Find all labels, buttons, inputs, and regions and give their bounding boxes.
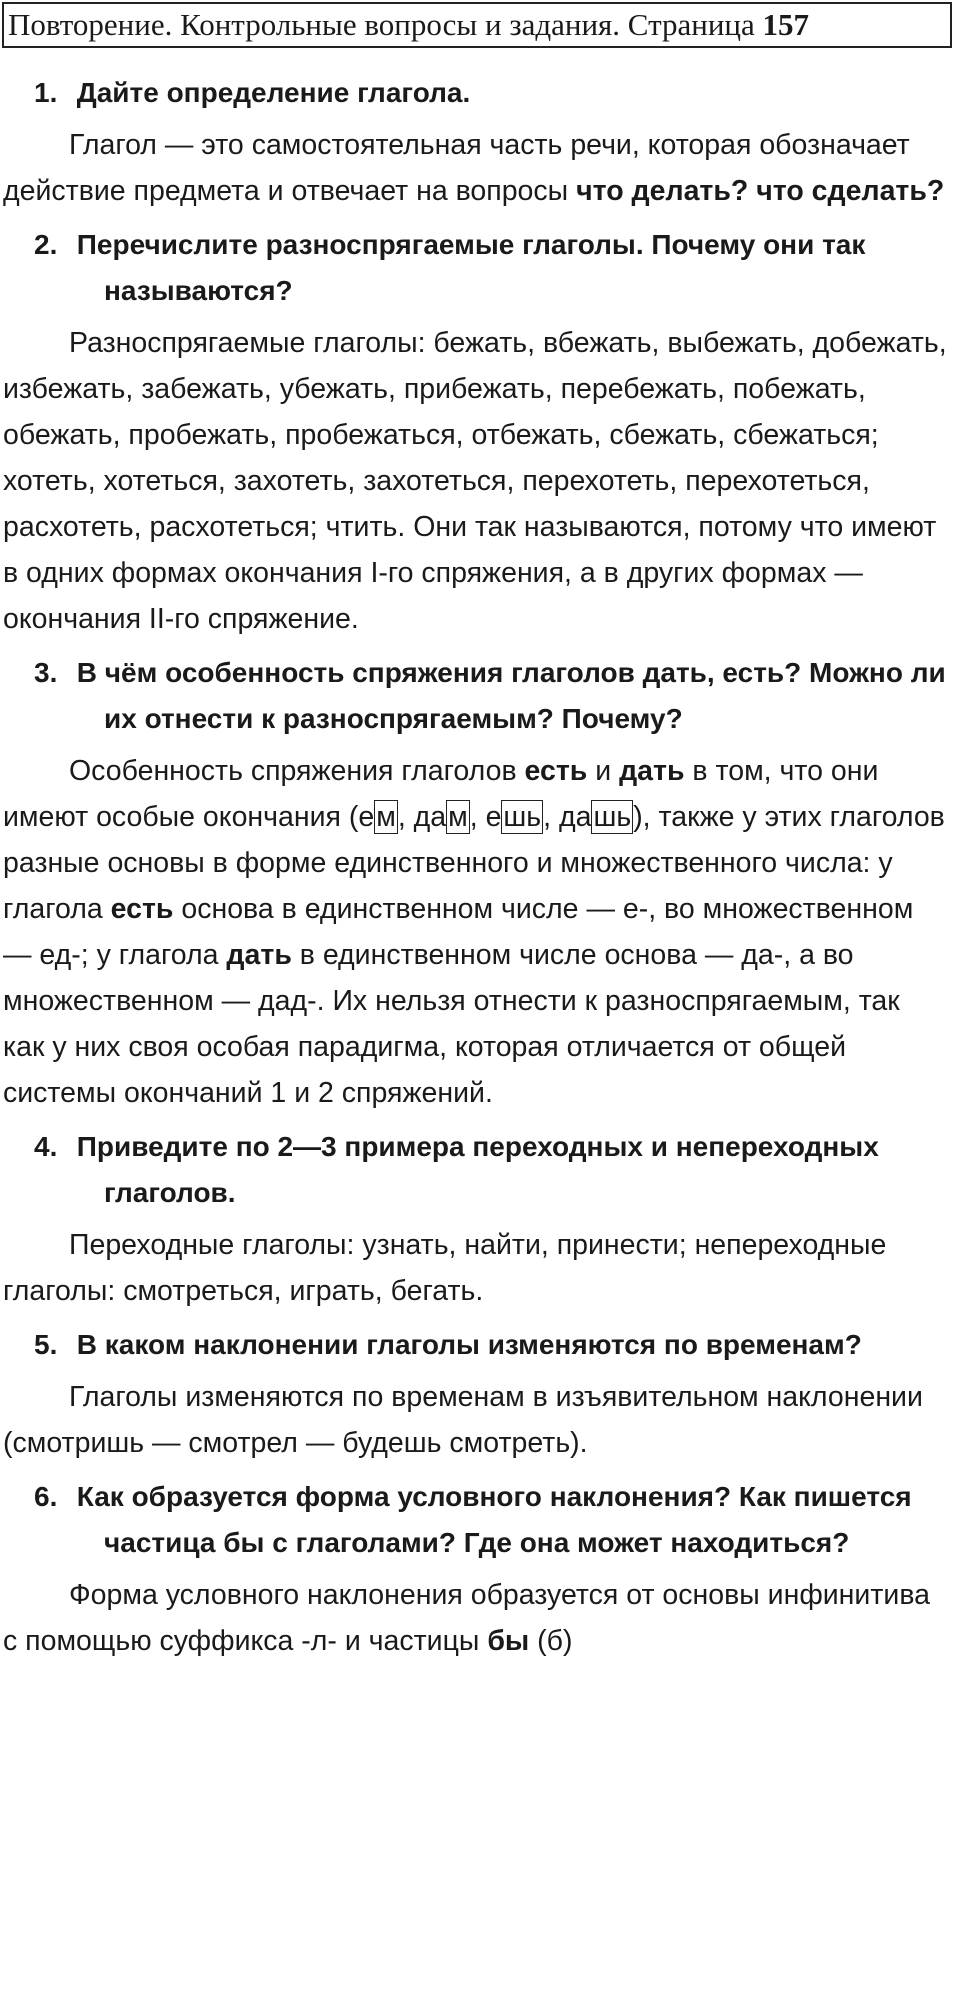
question-6: 6. Как образуется форма условного наклонения? Как пишется частица бы с глаголами? Где она может находиться? (34, 1481, 912, 1558)
answer-fragment: Глаголы изменяются по временам в изъявительном наклонении (смотришь — смотрел — будешь смотреть). (3, 1381, 923, 1459)
answer-fragment: , да (543, 801, 592, 833)
question-2: 2. Перечислите разноспрягаемые глаголы. Почему они так называются? (34, 229, 866, 306)
answer-fragment: Особенность спряжения глаголов (69, 755, 525, 787)
header-title: Повторение. Контрольные вопросы и задания. Страница (8, 7, 755, 42)
boxed-ending: шь (593, 801, 632, 833)
answer-fragment: Глагол — это самостоятельная часть речи, которая обозначает действие предмета и отвечает на вопросы (3, 129, 910, 207)
page-header (2, 2, 952, 48)
answer-fragment: ), также у этих глаголов разные основы в форме единственного и множественного числа: у глагола (3, 801, 945, 925)
question-3: 3. В чём особенность спряжения глаголов дать, есть? Можно ли их отнести к разноспрягаемым? Почему? (34, 657, 946, 734)
question-text: Приведите по 2—3 примера переходных и непереходных глаголов. (76, 1131, 879, 1208)
answer-fragment: (б) (529, 1625, 573, 1657)
answer-fragment: , да (397, 801, 447, 833)
answer-fragment: Форма условного наклонения образуется от основы инфинитива с помощью суффикса -л- и частицы (3, 1579, 930, 1657)
question-1: 1. Дайте определение глагола. (34, 77, 471, 108)
answer-4 (3, 1222, 947, 1314)
question-text: В каком наклонении глаголы изменяются по временам? (76, 1329, 862, 1360)
question-text: В чём особенность спряжения глаголов дать, есть? Можно ли их отнести к разноспрягаемым? Почему? (76, 657, 946, 734)
answer-fragment-bold: есть (524, 755, 588, 787)
answer-fragment: основа в единственном числе — е-, во множественном — ед-; у глагола (3, 893, 914, 971)
answer-3 (3, 748, 947, 1116)
answer-fragment: Разноспрягаемые глаголы: бежать, вбежать, выбежать, добежать, избежать, забежать, убежать, прибежать, перебежать, побежать, обежать, пробежать, пробежаться, отбежать, сбежать, сбежаться; хотеть, хотеться, захотеть, захотеться, перехотеть, перехотеться, расхотеть, расхотеться; чтить. Они так называются, потому что имеют в одних формах окончания I-го спряжения, а в других формах — окончания II-го спряжение. (3, 327, 947, 635)
qa-content (3, 62, 947, 1672)
answer-5 (3, 1374, 947, 1466)
answer-fragment-bold: есть (110, 893, 174, 925)
answer-fragment: Переходные глаголы: узнать, найти, принести; непереходные глаголы: смотреться, играть, бегать. (3, 1229, 887, 1307)
answer-1 (3, 122, 947, 214)
page-number: 157 (762, 7, 810, 42)
question-text: Дайте определение глагола. (76, 77, 471, 108)
boxed-ending: м (448, 801, 468, 833)
question-text: Как образуется форма условного наклонения? Как пишется частица бы с глаголами? Где она может находиться? (76, 1481, 912, 1558)
answer-fragment: в единственном числе основа — да-, а во множественном — дад-. Их нельзя отнести к разноспрягаемым, так как у них своя особая парадигма, которая отличается от общей системы окончаний 1 и 2 спряжений. (3, 939, 900, 1109)
answer-2 (3, 320, 947, 642)
answer-fragment: и (587, 755, 620, 787)
boxed-ending: шь (503, 801, 542, 833)
answer-fragment: в том, что они имеют особые окончания (е (3, 755, 879, 833)
answer-fragment-bold: дать (619, 755, 685, 787)
question-4: 4. Приведите по 2—3 примера переходных и непереходных глаголов. (34, 1131, 879, 1208)
answer-6 (3, 1572, 947, 1664)
boxed-ending: м (376, 801, 396, 833)
question-text: Перечислите разноспрягаемые глаголы. Почему они так называются? (76, 229, 866, 306)
answer-fragment-bold: что делать? что сделать? (576, 175, 945, 207)
answer-fragment: , е (469, 801, 502, 833)
answer-fragment-bold: бы (487, 1625, 530, 1657)
question-5: 5. В каком наклонении глаголы изменяются по временам? (34, 1329, 862, 1360)
answer-fragment-bold: дать (226, 939, 292, 971)
